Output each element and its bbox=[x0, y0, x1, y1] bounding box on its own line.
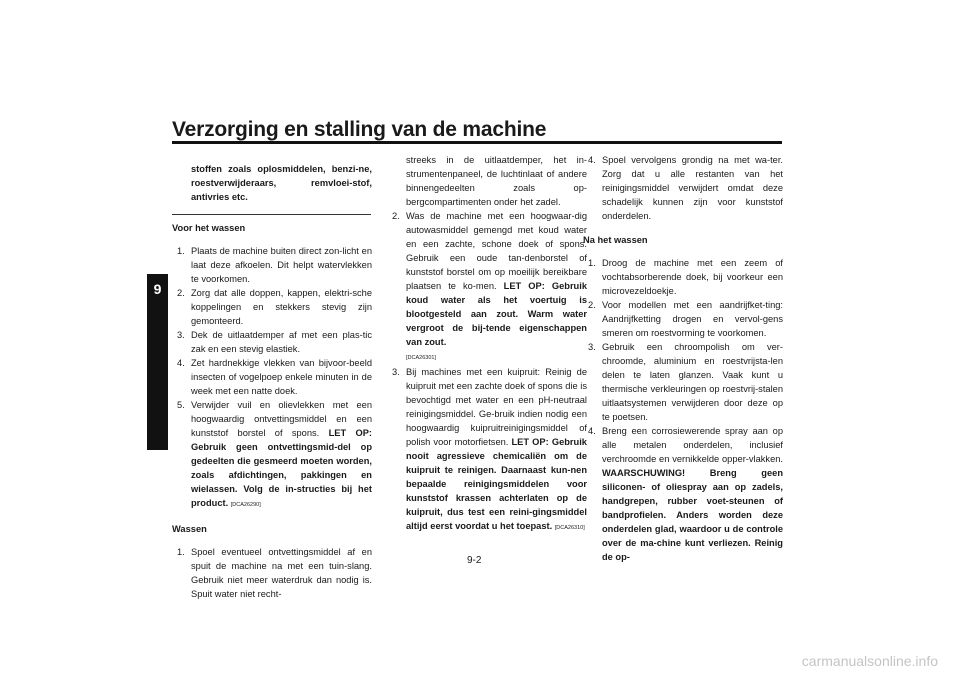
heading-voor-het-wassen: Voor het wassen bbox=[172, 222, 246, 233]
watermark: carmanualsonline.info bbox=[801, 653, 938, 669]
caution-text: Gebruik koud water als het voertuig is blootgesteld aan zout. Warm water vergroot de bij-tende eigenschappen van zout. bbox=[406, 281, 587, 347]
chapter-tab-number: 9 bbox=[153, 281, 162, 297]
list-item: 3. Dek de uitlaatdemper af met een plas-tic zak en een stevig elastiek. bbox=[177, 329, 372, 354]
list-item-continued: streeks in de uitlaatdemper, het in-strumentenpaneel, de luchtinlaat of andere binnengedeelten zoals op-bergcompartimenten onder het zadel. bbox=[406, 155, 587, 207]
heading-na-het-wassen: Na het wassen bbox=[583, 235, 648, 245]
page-number: 9-2 bbox=[467, 555, 482, 566]
column-3 bbox=[583, 153, 783, 564]
list-item: 1. Spoel eventueel ontvettingsmiddel af en spuit de machine na met een tuin-slang. Gebruik niet meer waterdruk dan nodig is. Spuit water niet recht- bbox=[177, 547, 372, 600]
caution-text: Gebruik nooit agressieve chemicaliën om de kuipruit te reinigen. Daarnaast kun-nen bepaalde reinigingsmiddelen voor kunststof krassen achterlaten op de kuipruit, dus test een reini-gingsmiddel altijd eerst voordat u het toepast. bbox=[406, 437, 587, 531]
heading-wassen: Wassen bbox=[172, 523, 207, 534]
list-item: 5. Verwijder vuil en olievlekken met een hoogwaardig ontvettingsmiddel en een kunststof borstel of spons. LET OP: Gebruik geen ontvettingsmid-del op gedeelten die gesmeerd moeten worden, zoals afdichtingen, pakkingen en wielassen. Volg de in-structies bij het product. [DCA26290] bbox=[177, 399, 372, 508]
list-item: 3. Bij machines met een kuipruit: Reinig de kuipruit met een zachte doek of spons die is bevochtigd met water en een pH-neutraal reinigingsmiddel. Ge-bruik indien nodig een hoogwaardig kuipruitreinigingsmiddel of polish voor motorfietsen. LET OP: Gebruik nooit agressieve chemicaliën om de kuipruit te reinigen. Daarnaast kun-nen bepaalde reinigingsmiddelen voor kunststof krassen achterlaten op de kuipruit, dus test een reini-gingsmiddel altijd eerst voordat u het toepast. [DCA26310] bbox=[392, 367, 587, 531]
reference-code: [DCA26310] bbox=[554, 525, 585, 531]
list-item: 4. Breng een corrosiewerende spray aan op alle metalen onderdelen, inclusief verchroomde en vernikkelde opper-vlakken. WAARSCHUWING! Breng geen siliconen- of oliespray aan op zadels, handgrepen, rubber voet-steunen of bandprofielen. Anders worden deze onderdelen glad, waardoor u de controle over de ma-chine kunt verliezen. Reinig de op- bbox=[588, 426, 783, 563]
list-item: 2. Voor modellen met een aandrijfket-ting: Aandrijfketting drogen en vervol-gens smeren om roestvorming te voorkomen. bbox=[588, 300, 783, 339]
column-1 bbox=[172, 153, 372, 601]
list-item: 2. Was de machine met een hoogwaar-dig autowasmiddel gemengd met koud water en een zachte, schone doek of spons. Gebruik een oude tan-denborstel of kunststof borstel om op moeilijk bereikbare plaatsen te ko-men. LET OP: Gebruik koud water als het voertuig is blootgesteld aan zout. Warm water vergroot de bij-tende eigenschappen van zout. [DCA26301] bbox=[392, 211, 587, 361]
list-item: 4. Spoel vervolgens grondig na met wa-ter. Zorg dat u alle restanten van het reinigingsmiddel verwijdert omdat deze schadelijk kunnen zijn voor kunststof onderdelen. bbox=[588, 155, 783, 221]
reference-code: [DCA26290] bbox=[230, 501, 261, 508]
reference-code: [DCA26301] bbox=[406, 355, 436, 361]
header-rule bbox=[172, 141, 782, 144]
list-item: 1. Droog de machine met een zeem of vochtabsorberende doek, bij voorkeur een microvezeldoekje. bbox=[588, 258, 783, 297]
caution-text: Gebruik geen ontvettingsmid-del op gedeelten die gesmeerd moeten worden, zoals afdichtingen, pakkingen en wielassen. Volg de in-structies bij het product. bbox=[191, 441, 372, 508]
notice-divider bbox=[172, 214, 371, 215]
list-item: 1. Plaats de machine buiten direct zon-licht en laat deze afkoelen. Dit helpt watervlekken te voorkomen. bbox=[177, 245, 372, 284]
list-item: 2. Zorg dat alle doppen, kappen, elektri-sche koppelingen en stekkers stevig zijn gemonteerd. bbox=[177, 287, 372, 326]
chapter-tab bbox=[147, 274, 168, 450]
list-item: 3. Gebruik een chroompolish om ver-chroomde, aluminium en roestvrijsta-len delen te laten glanzen. Vaak kunt u thermische verkleuringen op roestvrij-stalen uitlaatsystemen verwijderen door deze op te poetsen. bbox=[588, 342, 783, 423]
page-header-title: Verzorging en stalling van de machine bbox=[172, 118, 547, 141]
warning-text: WAARSCHUWING! Breng geen siliconen- of oliespray aan op zadels, handgrepen, rubber voet-steunen of bandprofielen. Anders worden deze onderdelen glad, waardoor u de controle over de ma-chine kunt verliezen. Reinig de op- bbox=[602, 468, 783, 563]
column-2 bbox=[387, 153, 587, 535]
list-item: 4. Zet hardnekkige vlekken van bijvoor-beeld insecten of vogelpoep enkele minuten in de week met een natte doek. bbox=[177, 357, 372, 396]
notice-tail: stoffen zoals oplosmiddelen, benzi-ne, roestverwijderaars, remvloei-stof, antivries etc. bbox=[191, 164, 372, 203]
